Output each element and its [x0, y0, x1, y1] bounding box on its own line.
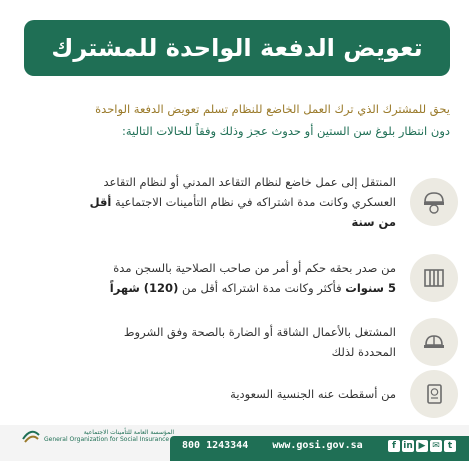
list-item — [16, 318, 458, 366]
prison-bars-icon — [410, 254, 458, 302]
item-text: من صدر بحقه حكم أو أمر من صاحب الصلاحية بالسجن مدة 5 سنوات فأكثر وكانت مدة اشتراكه أقل من (120) شهراً — [109, 261, 396, 295]
item-text: المنتقل إلى عمل خاضع لنظام التقاعد المدني أو لنظام التقاعد العسكري وكانت مدة اشتراكه في نظام التأمينات الاجتماعية أقل من سنة — [89, 175, 396, 229]
hard-hat-icon — [410, 318, 458, 366]
intro-line-2: دون انتظار بلوغ سن الستين أو حدوث عجز وذلك وفقاً للحالات التالية: — [122, 124, 450, 138]
soldier-helmet-icon — [410, 178, 458, 226]
passport-icon — [410, 370, 458, 418]
intro-paragraph — [20, 98, 450, 142]
email-icon[interactable]: ✉ — [430, 440, 442, 452]
intro-line-1: يحق للمشترك الذي ترك العمل الخاضع للنظام تسلم تعويض الدفعة الواحدة — [95, 102, 450, 116]
page-title: تعويض الدفعة الواحدة للمشترك — [51, 34, 423, 62]
item-text: من أسقطت عنه الجنسية السعودية — [230, 387, 396, 401]
twitter-icon[interactable]: t — [444, 440, 456, 452]
linkedin-icon[interactable]: in — [403, 441, 413, 451]
title-banner — [24, 20, 450, 76]
website-link[interactable]: www.gosi.gov.sa — [272, 440, 363, 451]
gosi-logo-icon — [20, 425, 42, 447]
youtube-icon[interactable]: ▶ — [416, 440, 428, 452]
footer-contact — [182, 440, 363, 451]
item-text: المشتغل بالأعمال الشاقة أو الضارة بالصحة وفق الشروط المحددة لذلك — [123, 325, 396, 359]
phone-number[interactable]: 800 1243344 — [182, 440, 249, 451]
list-item — [16, 172, 458, 232]
facebook-icon[interactable]: f — [388, 440, 400, 452]
org-name: المؤسسة العامة للتأمينات الاجتماعية General Organization for Social Insurance — [44, 429, 174, 443]
list-item — [16, 370, 458, 418]
list-item — [16, 254, 458, 302]
